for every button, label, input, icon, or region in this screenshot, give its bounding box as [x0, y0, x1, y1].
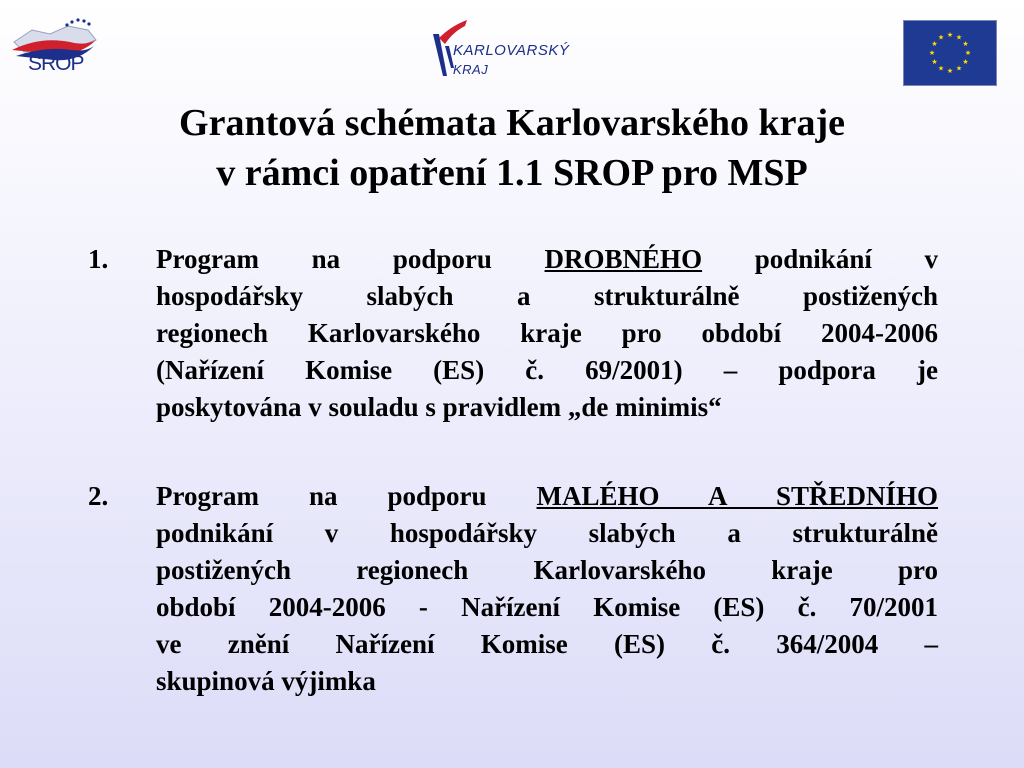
maleho-stredniho-emphasis: MALÉHO A STŘEDNÍHO	[536, 481, 939, 511]
eu-flag-icon	[903, 20, 997, 86]
item-1-line-2: hospodářsky slabých a strukturálně postižených	[156, 281, 938, 311]
svg-text:★: ★	[946, 31, 954, 39]
srop-logo-text: SROP	[28, 52, 84, 75]
list-item-1	[88, 241, 938, 426]
item-1-line-4: (Nařízení Komise (ES) č. 69/2001) – podpora je	[156, 355, 938, 385]
svg-text:★: ★	[962, 40, 969, 48]
svg-text:★: ★	[964, 49, 972, 57]
svg-text:★: ★	[937, 33, 945, 42]
title-line-1: Grantová schémata Karlovarského kraje	[179, 102, 845, 144]
svg-text:★: ★	[928, 49, 936, 57]
svg-text:★: ★	[946, 67, 954, 75]
item-2-line-1: Program na podporu MALÉHO A STŘEDNÍHO	[156, 481, 939, 511]
svg-text:★: ★	[962, 58, 969, 66]
svg-text:★: ★	[931, 58, 938, 66]
svg-text:★: ★	[937, 64, 945, 73]
slide-title	[0, 98, 1024, 198]
item-2-line-3: postižených regionech Karlovarského kraje pro	[156, 555, 938, 585]
kraj-logo-text: KRAJ	[453, 62, 489, 77]
svg-text:★: ★	[955, 64, 963, 73]
list-item-2-text	[156, 478, 938, 700]
item-1-line-3: regionech Karlovarského kraje pro období 2004-2006	[156, 318, 938, 348]
list-item-1-text	[156, 241, 938, 426]
item-2-line-4: období 2004-2006 - Nařízení Komise (ES) č. 70/2001	[156, 592, 938, 622]
item-1-line-1: Program na podporu DROBNÉHO podnikání v	[156, 244, 938, 274]
list-number-1: 1.	[88, 244, 109, 274]
item-2-line-5: ve znění Nařízení Komise (ES) č. 364/2004 –	[156, 629, 938, 659]
item-1-line-5: poskytována v souladu s pravidlem „de minimis“	[156, 392, 722, 422]
item-2-line-6: skupinová výjimka	[156, 666, 376, 696]
svg-text:★: ★	[931, 40, 938, 48]
title-line-2: v rámci opatření 1.1 SROP pro MSP	[216, 152, 808, 194]
list-number-2: 2.	[88, 481, 109, 511]
item-2-line-2: podnikání v hospodářsky slabých a strukturálně	[156, 518, 938, 548]
karlovarsky-logo-text: KARLOVARSKÝ	[453, 42, 570, 59]
list-item-2	[88, 478, 938, 700]
drobneho-emphasis: DROBNÉHO	[544, 244, 703, 274]
svg-text:★: ★	[955, 33, 963, 42]
